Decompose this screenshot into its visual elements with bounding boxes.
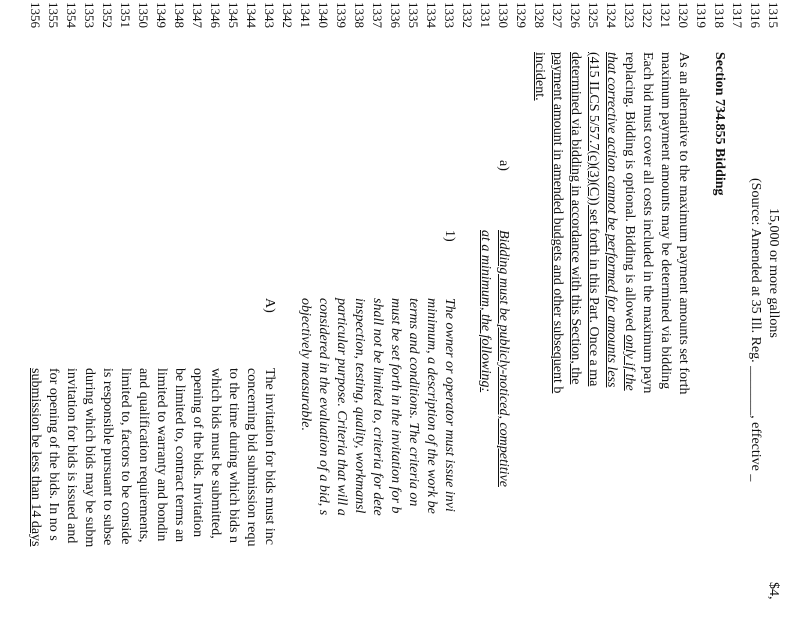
line-number: 1324 [604, 2, 619, 28]
subsection-label-1: 1) [442, 230, 457, 242]
line-number: 1343 [262, 2, 277, 28]
line-number: 1341 [298, 2, 313, 28]
line-number: 1328 [532, 2, 547, 28]
paragraph-line [620, 52, 638, 391]
subsection-1-line: objectively measurable. [298, 298, 313, 431]
line-number: 1319 [694, 2, 709, 28]
line-number: 1352 [100, 2, 115, 28]
line-number: 1336 [388, 2, 403, 28]
line-number: 1321 [658, 2, 673, 28]
subsection-1-line: shall not be limited to, criteria for dete [370, 298, 385, 516]
line-number: 1327 [550, 2, 565, 28]
subsection-1-line: must be set forth in the invitation for b [388, 298, 403, 514]
line-number: 1325 [586, 2, 601, 28]
line-number: 1331 [478, 2, 493, 28]
subsection-A-line: limited to, factors to be conside [118, 368, 133, 545]
paragraph-line: maximum payment amounts may be determined via bidding [658, 52, 673, 390]
line-number: 1356 [28, 2, 43, 28]
line-number: 1322 [640, 2, 655, 28]
paragraph-line: payment amount in amended budgets and other subsequent b [550, 52, 565, 394]
subsection-A-line: is responsible pursuant to subse [100, 368, 115, 546]
subsection-A-line: to the time during which bids n [226, 368, 241, 543]
line-number: 1350 [136, 2, 151, 28]
paragraph-line: determined via bidding in accordance with this Section, the [568, 52, 583, 385]
line-number: 1337 [370, 2, 385, 28]
header-row [764, 0, 782, 618]
line-number: 1345 [226, 2, 241, 28]
statute-quote: that corrective action cannot be performed for amounts less [604, 52, 619, 388]
line-number: 1355 [46, 2, 61, 28]
line-number: 1333 [442, 2, 457, 28]
subsection-label-a: a) [496, 160, 511, 171]
line-number: 1320 [676, 2, 691, 28]
line-number: 1346 [208, 2, 223, 28]
paragraph-line: Each bid must cover all costs included in the maximum payn [640, 52, 655, 394]
subsection-a-line: Bidding must be publicly-noticed, competitive [496, 230, 511, 487]
line-number: 1340 [316, 2, 331, 28]
line-number: 1342 [280, 2, 295, 28]
line-number: 1335 [406, 2, 421, 28]
subsection-1-line: minimum, a description of the work be [424, 298, 439, 514]
line-number: 1318 [712, 2, 727, 28]
line-number: 1334 [424, 2, 439, 28]
statute-quote: only if the [622, 334, 637, 391]
subsection-1-line: terms and conditions. The criteria on [406, 298, 421, 507]
subsection-A-line: opening of the bids. Invitation [190, 368, 205, 538]
line-number: 1338 [352, 2, 367, 28]
subsection-A-line: and qualification requirements, [136, 368, 151, 543]
gallons-text: 15,000 or more gallons [766, 208, 781, 338]
line-number: 1323 [622, 2, 637, 28]
line-number: 1317 [730, 2, 745, 28]
section-heading: Section 734.855 Bidding [712, 52, 727, 196]
line-number: 1326 [568, 2, 583, 28]
subsection-A-line: invitation for bids is issued and [64, 368, 79, 544]
subsection-label-A: A) [262, 298, 277, 313]
subsection-1-line: inspection, testing, quality, workmansl [352, 298, 367, 514]
subsection-A-line: for opening of the bids. In no s [46, 368, 61, 541]
paragraph-text: replacing. Bidding is optional. Bidding is allowed [622, 52, 637, 335]
line-number: 1349 [154, 2, 169, 28]
source-note: (Source: Amended at 35 Ill. Reg. _______, effective _ [748, 178, 763, 482]
source-row [746, 0, 764, 618]
paragraph-line: As an alternative to the maximum payment amounts set forth [676, 52, 691, 395]
subsection-A-line: submission be less than 14 days [28, 368, 43, 547]
subsection-A-line: concerning bid submission requ [244, 368, 259, 547]
line-number: 1344 [244, 2, 259, 28]
subsection-A-line: limited to warranty and bondin [154, 368, 169, 542]
subsection-1-line: considered in the evaluation of a bid, s [316, 298, 331, 516]
subsection-1-line: particular purpose. Criteria that will a [334, 298, 349, 516]
line-number: 1315 [766, 2, 781, 28]
subsection-A-line: during which bids may be subm [82, 368, 97, 548]
line-number: 1353 [82, 2, 97, 28]
line-number: 1348 [172, 2, 187, 28]
line-number: 1332 [460, 2, 475, 28]
line-number: 1329 [514, 2, 529, 28]
line-number: 1351 [118, 2, 133, 28]
subsection-1-line: The owner or operator must issue invi [442, 298, 457, 512]
line-number: 1316 [748, 2, 763, 28]
paragraph-line: (415 ILCS 5/57.7(c)(3)(C)) set forth in this Part. Once a ma [586, 52, 601, 387]
subsection-A-line: be limited to, contract terms an [172, 368, 187, 543]
paragraph-line: incident. [532, 52, 547, 101]
line-number: 1354 [64, 2, 79, 28]
amount-text: $4, [766, 582, 781, 600]
line-number: 1339 [334, 2, 349, 28]
subsection-a-line: at a minimum, the following: [478, 230, 493, 393]
subsection-A-line: which bids must be submitted, [208, 368, 223, 539]
subsection-A-line: The invitation for bids must inc [262, 368, 277, 545]
line-number: 1347 [190, 2, 205, 28]
line-number: 1330 [496, 2, 511, 28]
